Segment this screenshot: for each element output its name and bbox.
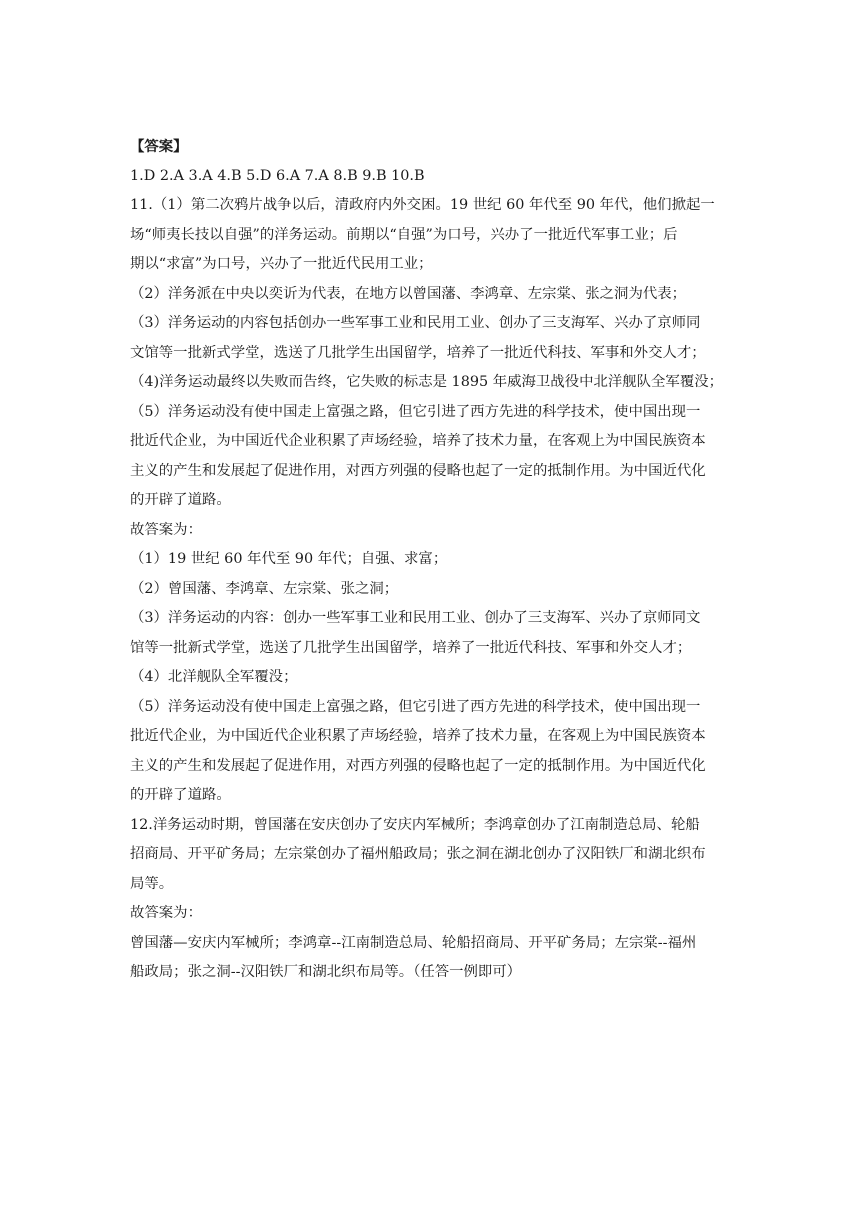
text-line: 的开辟了道路。 bbox=[130, 492, 231, 508]
text-line: 曾国藩—安庆内军械所；李鸿章--江南制造总局、轮船招商局、开平矿务局；左宗棠--福州 bbox=[130, 934, 697, 951]
text-line: 批近代企业，为中国近代企业积累了声场经验，培养了技术力量，在客观上为中国民族资本 bbox=[130, 728, 706, 744]
mcq-answers-line: 1.D 2.A 3.A 4.B 5.D 6.A 7.A 8.B 9.B 10.B bbox=[130, 167, 425, 184]
text-line: 期以“求富”为口号，兴办了一批近代民用工业； bbox=[130, 256, 433, 272]
text-line: 招商局、开平矿务局；左宗棠创办了福州船政局；张之洞在湖北创办了汉阳铁厂和湖北织布 bbox=[130, 846, 706, 862]
text-line: 文馆等一批新式学堂，选送了几批学生出国留学，培养了一批近代科技、军事和外交人才； bbox=[130, 344, 706, 361]
text-line: （2）曾国藩、李鸿章、左宗棠、张之洞； bbox=[130, 580, 399, 597]
text-line: 船政局；张之洞--汉阳铁厂和湖北织布局等。（任答一例即可） bbox=[130, 964, 522, 980]
text-line: 批近代企业，为中国近代企业积累了声场经验，培养了技术力量，在客观上为中国民族资本 bbox=[130, 433, 706, 449]
text-line: 的开辟了道路。 bbox=[130, 787, 231, 803]
answer-document bbox=[130, 132, 730, 988]
text-line: 主义的产生和发展起了促进作用，对西方列强的侵略也起了一定的抵制作用。为中国近代化 bbox=[130, 462, 706, 479]
text-line: （5）洋务运动没有使中国走上富强之路，但它引进了西方先进的科学技术，使中国出现一 bbox=[130, 403, 701, 420]
answer-label: 故答案为： bbox=[130, 521, 202, 538]
text-line: （2）洋务派在中央以奕䜣为代表，在地方以曾国藩、李鸿章、左宗棠、张之洞为代表； bbox=[130, 285, 687, 302]
text-line: （4）北洋舰队全军覆没； bbox=[130, 669, 298, 685]
text-line: 12.洋务运动时期，曾国藩在安庆创办了安庆内军械所；李鸿章创办了江南制造总局、轮船 bbox=[130, 816, 700, 833]
text-line: （5）洋务运动没有使中国走上富强之路，但它引进了西方先进的科学技术，使中国出现一 bbox=[130, 698, 701, 715]
answer-label: 故答案为： bbox=[130, 905, 202, 921]
text-line: （4)洋务运动最终以失败而告终，它失败的标志是 1895 年威海卫战役中北洋舰队全军覆没； bbox=[130, 374, 723, 390]
text-line: 主义的产生和发展起了促进作用，对西方列强的侵略也起了一定的抵制作用。为中国近代化 bbox=[130, 757, 706, 774]
text-line: 馆等一批新式学堂，选送了几批学生出国留学，培养了一批近代科技、军事和外交人才； bbox=[130, 639, 692, 656]
text-line: （3）洋务运动的内容：创办一些军事工业和民用工业、创办了三支海军、兴办了京师同文 bbox=[130, 610, 701, 626]
answer-heading: 【答案】 bbox=[130, 138, 188, 155]
text-line: 场“师夷长技以自强”的洋务运动。前期以“自强”为口号，兴办了一批近代军事工业；后 bbox=[130, 226, 678, 243]
text-line: 11.（1）第二次鸦片战争以后，清政府内外交困。19 世纪 60 年代至 90 年代，他们掀起一 bbox=[130, 197, 715, 213]
text-line: （3）洋务运动的内容包括创办一些军事工业和民用工业、创办了三支海军、兴办了京师同 bbox=[130, 315, 701, 331]
text-line: （1）19 世纪 60 年代至 90 年代；自强、求富； bbox=[130, 551, 448, 567]
text-line: 局等。 bbox=[130, 875, 174, 892]
